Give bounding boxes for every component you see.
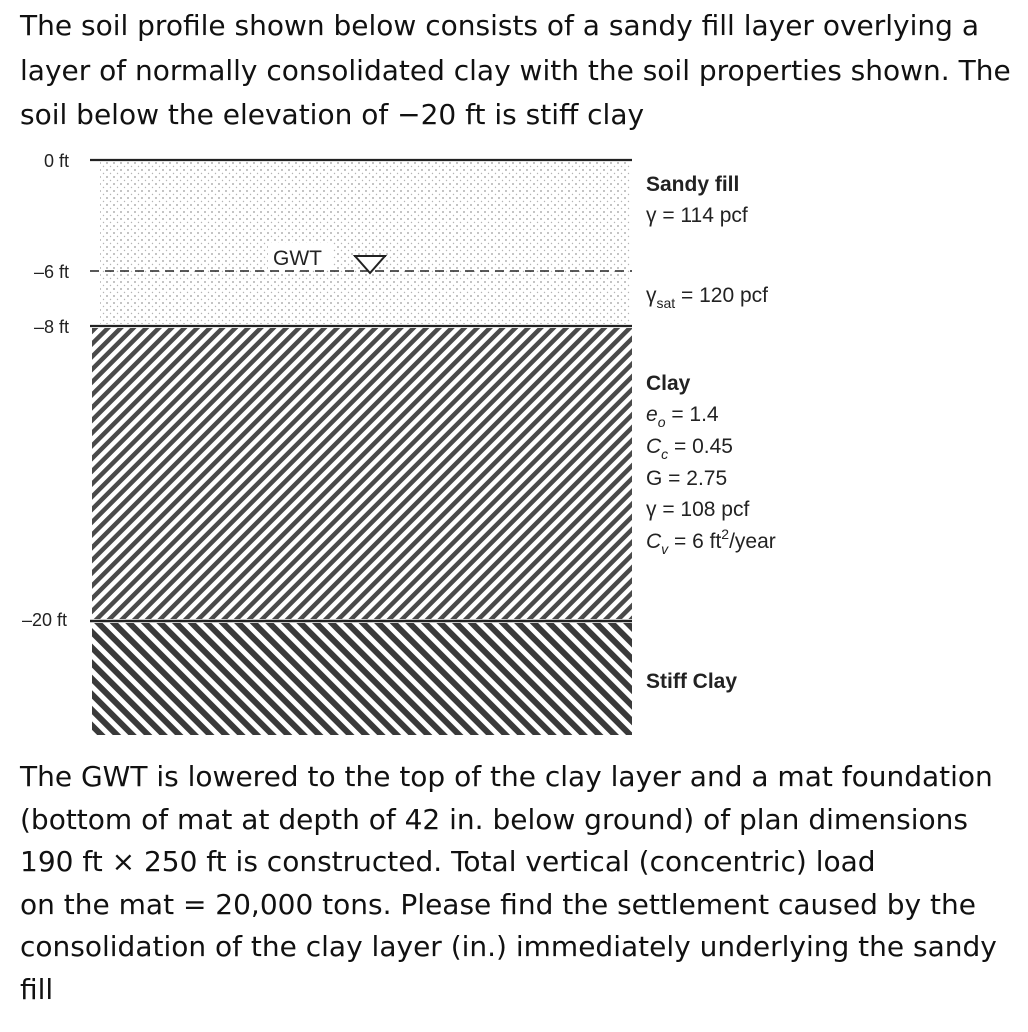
elevation-label-6: –6 ft	[34, 262, 70, 282]
question-line: 190 ft × 250 ft is constructed. Total vertical (concentric) load	[20, 845, 876, 878]
intro-line: layer of normally consolidated clay with the soil properties shown. The	[20, 53, 1011, 87]
clay-layer	[92, 328, 632, 619]
stiff-clay-name: Stiff Clay	[646, 670, 738, 693]
clay-g: G = 2.75	[646, 467, 728, 490]
clay-e0: $e_o = 1.4$	[646, 403, 719, 430]
intro-paragraph	[20, 4, 1010, 138]
soil-profile-diagram	[0, 140, 1028, 740]
sandy-fill-name: Sandy fill	[646, 173, 740, 196]
clay-name: Clay	[646, 372, 691, 395]
sandy-fill-layer	[100, 162, 630, 324]
clay-cv: $C_v = 6$ $ft^2$/year	[646, 526, 776, 557]
question-paragraph	[20, 756, 1010, 1011]
stiff-clay-layer	[92, 623, 632, 735]
intro-line: soil below the elevation of −20 ft is stiff clay	[20, 98, 645, 131]
sandy-fill-gamma: γ = 114 pcf	[646, 204, 748, 227]
clay-cc: $C_c = 0.45$	[646, 435, 733, 462]
question-line: The GWT is lowered to the top of the clay layer and a mat foundation	[20, 760, 993, 793]
elevation-label-20: –20 ft	[22, 610, 68, 630]
elevation-label-8: –8 ft	[34, 317, 70, 337]
question-line: on the mat = 20,000 tons. Please find the settlement caused by the	[20, 887, 976, 921]
question-line: fill	[20, 972, 54, 1006]
question-line: (bottom of mat at depth of 42 in. below ground) of plan dimensions	[20, 802, 968, 836]
question-line: consolidation of the clay layer (in.) immediately underlying the sandy	[20, 930, 997, 963]
sandy-fill-gamma-sat: $\gamma_{sat} = 120$ pcf	[646, 284, 769, 311]
intro-line: The soil profile shown below consists of a sandy fill layer overlying a	[20, 9, 979, 42]
gwt-label: GWT	[273, 247, 322, 270]
clay-gamma: γ = 108 pcf	[646, 498, 750, 521]
elevation-label-0: 0 ft	[44, 151, 70, 171]
